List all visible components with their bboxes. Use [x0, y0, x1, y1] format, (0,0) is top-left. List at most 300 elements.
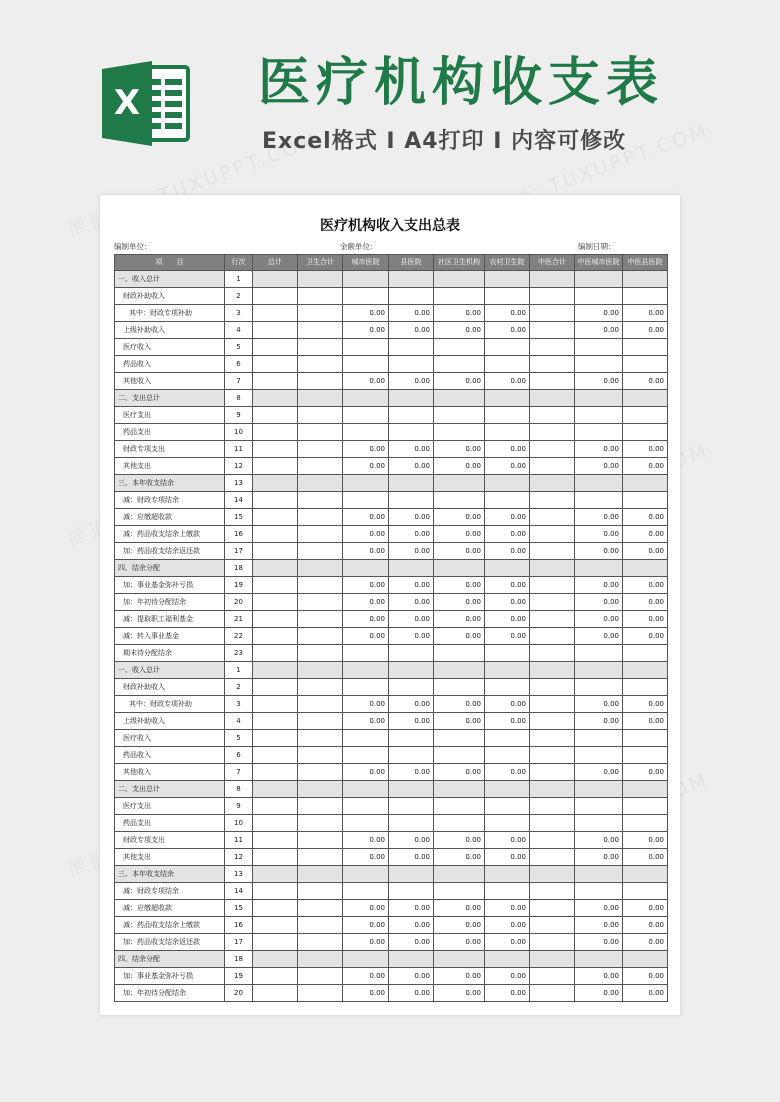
- data-cell[interactable]: [530, 951, 575, 968]
- data-cell[interactable]: [434, 271, 485, 288]
- data-cell[interactable]: 0.00: [623, 543, 668, 560]
- data-cell[interactable]: [298, 883, 343, 900]
- data-cell[interactable]: [434, 407, 485, 424]
- data-cell[interactable]: [530, 815, 575, 832]
- data-cell[interactable]: [298, 526, 343, 543]
- data-cell[interactable]: [389, 730, 434, 747]
- data-cell[interactable]: [530, 305, 575, 322]
- data-cell[interactable]: [389, 492, 434, 509]
- data-cell[interactable]: [485, 560, 530, 577]
- data-cell[interactable]: [530, 543, 575, 560]
- data-cell[interactable]: [623, 951, 668, 968]
- data-cell[interactable]: 0.00: [575, 985, 623, 1002]
- data-cell[interactable]: 0.00: [434, 696, 485, 713]
- data-cell[interactable]: [575, 662, 623, 679]
- data-cell[interactable]: [343, 662, 389, 679]
- data-cell[interactable]: [530, 373, 575, 390]
- data-cell[interactable]: [343, 883, 389, 900]
- data-cell[interactable]: 0.00: [343, 526, 389, 543]
- data-cell[interactable]: [253, 339, 298, 356]
- data-cell[interactable]: [530, 968, 575, 985]
- data-cell[interactable]: [530, 560, 575, 577]
- data-cell[interactable]: [389, 645, 434, 662]
- data-cell[interactable]: [343, 679, 389, 696]
- data-cell[interactable]: [530, 288, 575, 305]
- data-cell[interactable]: [298, 985, 343, 1002]
- data-cell[interactable]: [623, 747, 668, 764]
- data-cell[interactable]: [253, 492, 298, 509]
- data-cell[interactable]: [434, 560, 485, 577]
- data-cell[interactable]: 0.00: [434, 849, 485, 866]
- data-cell[interactable]: 0.00: [343, 628, 389, 645]
- data-cell[interactable]: [298, 390, 343, 407]
- data-cell[interactable]: [434, 339, 485, 356]
- data-cell[interactable]: [298, 798, 343, 815]
- data-cell[interactable]: [530, 849, 575, 866]
- data-cell[interactable]: 0.00: [485, 594, 530, 611]
- data-cell[interactable]: [575, 288, 623, 305]
- data-cell[interactable]: [530, 441, 575, 458]
- data-cell[interactable]: 0.00: [389, 577, 434, 594]
- data-cell[interactable]: [623, 271, 668, 288]
- data-cell[interactable]: 0.00: [389, 458, 434, 475]
- data-cell[interactable]: [575, 730, 623, 747]
- data-cell[interactable]: [530, 917, 575, 934]
- data-cell[interactable]: [298, 866, 343, 883]
- data-cell[interactable]: 0.00: [623, 900, 668, 917]
- data-cell[interactable]: [623, 645, 668, 662]
- data-cell[interactable]: 0.00: [485, 611, 530, 628]
- data-cell[interactable]: 0.00: [389, 509, 434, 526]
- data-cell[interactable]: [530, 883, 575, 900]
- data-cell[interactable]: [253, 271, 298, 288]
- data-cell[interactable]: [343, 798, 389, 815]
- data-cell[interactable]: [389, 424, 434, 441]
- data-cell[interactable]: [485, 339, 530, 356]
- data-cell[interactable]: 0.00: [623, 509, 668, 526]
- data-cell[interactable]: [253, 560, 298, 577]
- data-cell[interactable]: 0.00: [485, 849, 530, 866]
- data-cell[interactable]: [343, 866, 389, 883]
- data-cell[interactable]: 0.00: [389, 526, 434, 543]
- data-cell[interactable]: [575, 339, 623, 356]
- data-cell[interactable]: 0.00: [575, 611, 623, 628]
- data-cell[interactable]: 0.00: [434, 917, 485, 934]
- data-cell[interactable]: [253, 594, 298, 611]
- data-cell[interactable]: [623, 492, 668, 509]
- data-cell[interactable]: 0.00: [575, 322, 623, 339]
- data-cell[interactable]: [530, 628, 575, 645]
- data-cell[interactable]: [253, 985, 298, 1002]
- data-cell[interactable]: [298, 407, 343, 424]
- data-cell[interactable]: [530, 679, 575, 696]
- data-cell[interactable]: [298, 934, 343, 951]
- data-cell[interactable]: [623, 730, 668, 747]
- data-cell[interactable]: 0.00: [343, 985, 389, 1002]
- data-cell[interactable]: 0.00: [623, 628, 668, 645]
- data-cell[interactable]: [575, 390, 623, 407]
- data-cell[interactable]: 0.00: [485, 543, 530, 560]
- data-cell[interactable]: 0.00: [343, 373, 389, 390]
- data-cell[interactable]: 0.00: [343, 917, 389, 934]
- data-cell[interactable]: [530, 662, 575, 679]
- data-cell[interactable]: [389, 560, 434, 577]
- data-cell[interactable]: [298, 713, 343, 730]
- data-cell[interactable]: 0.00: [575, 577, 623, 594]
- data-cell[interactable]: [389, 339, 434, 356]
- data-cell[interactable]: [623, 883, 668, 900]
- data-cell[interactable]: 0.00: [623, 696, 668, 713]
- data-cell[interactable]: [485, 424, 530, 441]
- data-cell[interactable]: 0.00: [389, 849, 434, 866]
- data-cell[interactable]: [343, 288, 389, 305]
- data-cell[interactable]: [530, 458, 575, 475]
- data-cell[interactable]: [434, 662, 485, 679]
- data-cell[interactable]: [253, 849, 298, 866]
- data-cell[interactable]: [298, 594, 343, 611]
- data-cell[interactable]: [575, 798, 623, 815]
- data-cell[interactable]: 0.00: [343, 900, 389, 917]
- data-cell[interactable]: 0.00: [575, 441, 623, 458]
- data-cell[interactable]: 0.00: [485, 509, 530, 526]
- data-cell[interactable]: [434, 390, 485, 407]
- data-cell[interactable]: [253, 730, 298, 747]
- data-cell[interactable]: [298, 441, 343, 458]
- data-cell[interactable]: 0.00: [434, 968, 485, 985]
- data-cell[interactable]: [623, 356, 668, 373]
- data-cell[interactable]: [530, 832, 575, 849]
- data-cell[interactable]: [389, 662, 434, 679]
- data-cell[interactable]: [298, 271, 343, 288]
- data-cell[interactable]: [253, 696, 298, 713]
- data-cell[interactable]: 0.00: [389, 832, 434, 849]
- data-cell[interactable]: [253, 475, 298, 492]
- data-cell[interactable]: 0.00: [485, 441, 530, 458]
- data-cell[interactable]: [343, 560, 389, 577]
- data-cell[interactable]: [298, 781, 343, 798]
- data-cell[interactable]: 0.00: [485, 696, 530, 713]
- data-cell[interactable]: 0.00: [623, 917, 668, 934]
- data-cell[interactable]: [253, 424, 298, 441]
- data-cell[interactable]: 0.00: [389, 696, 434, 713]
- data-cell[interactable]: [485, 475, 530, 492]
- data-cell[interactable]: 0.00: [343, 611, 389, 628]
- data-cell[interactable]: 0.00: [434, 934, 485, 951]
- data-cell[interactable]: [434, 866, 485, 883]
- data-cell[interactable]: 0.00: [575, 628, 623, 645]
- data-cell[interactable]: [485, 271, 530, 288]
- data-cell[interactable]: 0.00: [434, 322, 485, 339]
- data-cell[interactable]: [623, 424, 668, 441]
- data-cell[interactable]: [253, 900, 298, 917]
- data-cell[interactable]: [253, 628, 298, 645]
- data-cell[interactable]: [389, 356, 434, 373]
- data-cell[interactable]: 0.00: [389, 594, 434, 611]
- data-cell[interactable]: [298, 424, 343, 441]
- data-cell[interactable]: [434, 356, 485, 373]
- data-cell[interactable]: 0.00: [389, 713, 434, 730]
- data-cell[interactable]: [298, 951, 343, 968]
- data-cell[interactable]: 0.00: [623, 594, 668, 611]
- data-cell[interactable]: 0.00: [434, 713, 485, 730]
- data-cell[interactable]: [253, 832, 298, 849]
- data-cell[interactable]: [623, 407, 668, 424]
- data-cell[interactable]: [530, 730, 575, 747]
- data-cell[interactable]: [298, 900, 343, 917]
- data-cell[interactable]: [343, 407, 389, 424]
- data-cell[interactable]: [530, 713, 575, 730]
- data-cell[interactable]: [253, 866, 298, 883]
- data-cell[interactable]: [298, 628, 343, 645]
- data-cell[interactable]: [575, 883, 623, 900]
- data-cell[interactable]: [253, 322, 298, 339]
- data-cell[interactable]: [485, 390, 530, 407]
- data-cell[interactable]: [389, 475, 434, 492]
- data-cell[interactable]: 0.00: [485, 373, 530, 390]
- data-cell[interactable]: [253, 934, 298, 951]
- data-cell[interactable]: 0.00: [389, 305, 434, 322]
- data-cell[interactable]: [298, 747, 343, 764]
- data-cell[interactable]: [530, 934, 575, 951]
- data-cell[interactable]: 0.00: [623, 934, 668, 951]
- data-cell[interactable]: [389, 271, 434, 288]
- data-cell[interactable]: [253, 356, 298, 373]
- data-cell[interactable]: 0.00: [343, 849, 389, 866]
- data-cell[interactable]: [623, 560, 668, 577]
- data-cell[interactable]: 0.00: [434, 900, 485, 917]
- data-cell[interactable]: [575, 560, 623, 577]
- data-cell[interactable]: [434, 492, 485, 509]
- data-cell[interactable]: [253, 288, 298, 305]
- data-cell[interactable]: [575, 866, 623, 883]
- data-cell[interactable]: 0.00: [434, 577, 485, 594]
- data-cell[interactable]: [298, 730, 343, 747]
- data-cell[interactable]: [434, 747, 485, 764]
- data-cell[interactable]: 0.00: [343, 305, 389, 322]
- data-cell[interactable]: [298, 475, 343, 492]
- data-cell[interactable]: [434, 951, 485, 968]
- data-cell[interactable]: [485, 815, 530, 832]
- data-cell[interactable]: 0.00: [623, 713, 668, 730]
- data-cell[interactable]: 0.00: [485, 713, 530, 730]
- data-cell[interactable]: 0.00: [485, 832, 530, 849]
- data-cell[interactable]: [298, 968, 343, 985]
- data-cell[interactable]: [298, 662, 343, 679]
- data-cell[interactable]: [343, 645, 389, 662]
- data-cell[interactable]: [434, 781, 485, 798]
- data-cell[interactable]: [298, 288, 343, 305]
- data-cell[interactable]: 0.00: [434, 509, 485, 526]
- data-cell[interactable]: [575, 424, 623, 441]
- data-cell[interactable]: [530, 356, 575, 373]
- data-cell[interactable]: [530, 509, 575, 526]
- data-cell[interactable]: [575, 951, 623, 968]
- data-cell[interactable]: [530, 577, 575, 594]
- data-cell[interactable]: [343, 475, 389, 492]
- data-cell[interactable]: [530, 781, 575, 798]
- data-cell[interactable]: 0.00: [575, 900, 623, 917]
- data-cell[interactable]: [253, 509, 298, 526]
- data-cell[interactable]: 0.00: [575, 713, 623, 730]
- data-cell[interactable]: [575, 645, 623, 662]
- data-cell[interactable]: [389, 866, 434, 883]
- data-cell[interactable]: 0.00: [575, 696, 623, 713]
- data-cell[interactable]: [530, 764, 575, 781]
- data-cell[interactable]: [343, 424, 389, 441]
- data-cell[interactable]: [298, 611, 343, 628]
- data-cell[interactable]: 0.00: [343, 764, 389, 781]
- data-cell[interactable]: 0.00: [389, 611, 434, 628]
- data-cell[interactable]: [434, 815, 485, 832]
- data-cell[interactable]: [530, 526, 575, 543]
- data-cell[interactable]: [623, 679, 668, 696]
- data-cell[interactable]: [623, 798, 668, 815]
- data-cell[interactable]: [343, 271, 389, 288]
- data-cell[interactable]: 0.00: [575, 968, 623, 985]
- data-cell[interactable]: 0.00: [389, 985, 434, 1002]
- data-cell[interactable]: [530, 696, 575, 713]
- data-cell[interactable]: 0.00: [575, 594, 623, 611]
- data-cell[interactable]: [575, 781, 623, 798]
- data-cell[interactable]: 0.00: [343, 543, 389, 560]
- data-cell[interactable]: [530, 866, 575, 883]
- data-cell[interactable]: [298, 492, 343, 509]
- data-cell[interactable]: [298, 645, 343, 662]
- data-cell[interactable]: [434, 679, 485, 696]
- data-cell[interactable]: 0.00: [485, 985, 530, 1002]
- data-cell[interactable]: [298, 679, 343, 696]
- data-cell[interactable]: [530, 271, 575, 288]
- data-cell[interactable]: [434, 475, 485, 492]
- data-cell[interactable]: [298, 356, 343, 373]
- data-cell[interactable]: 0.00: [389, 764, 434, 781]
- data-cell[interactable]: [530, 594, 575, 611]
- data-cell[interactable]: 0.00: [434, 832, 485, 849]
- data-cell[interactable]: [253, 968, 298, 985]
- data-cell[interactable]: [389, 781, 434, 798]
- data-cell[interactable]: 0.00: [485, 577, 530, 594]
- data-cell[interactable]: [485, 866, 530, 883]
- data-cell[interactable]: 0.00: [389, 628, 434, 645]
- data-cell[interactable]: [253, 543, 298, 560]
- data-cell[interactable]: 0.00: [575, 509, 623, 526]
- data-cell[interactable]: [623, 390, 668, 407]
- data-cell[interactable]: [343, 730, 389, 747]
- data-cell[interactable]: 0.00: [485, 526, 530, 543]
- data-cell[interactable]: [485, 356, 530, 373]
- data-cell[interactable]: [389, 679, 434, 696]
- data-cell[interactable]: [623, 288, 668, 305]
- data-cell[interactable]: 0.00: [389, 543, 434, 560]
- data-cell[interactable]: [253, 764, 298, 781]
- data-cell[interactable]: [298, 764, 343, 781]
- data-cell[interactable]: [343, 815, 389, 832]
- data-cell[interactable]: [253, 373, 298, 390]
- data-cell[interactable]: [434, 288, 485, 305]
- data-cell[interactable]: 0.00: [485, 458, 530, 475]
- data-cell[interactable]: [485, 288, 530, 305]
- data-cell[interactable]: [389, 390, 434, 407]
- data-cell[interactable]: [298, 322, 343, 339]
- data-cell[interactable]: [530, 424, 575, 441]
- data-cell[interactable]: [623, 815, 668, 832]
- data-cell[interactable]: 0.00: [343, 322, 389, 339]
- data-cell[interactable]: [389, 288, 434, 305]
- data-cell[interactable]: [389, 951, 434, 968]
- data-cell[interactable]: 0.00: [343, 934, 389, 951]
- data-cell[interactable]: 0.00: [434, 611, 485, 628]
- data-cell[interactable]: [253, 407, 298, 424]
- data-cell[interactable]: [485, 407, 530, 424]
- data-cell[interactable]: [253, 815, 298, 832]
- data-cell[interactable]: [253, 526, 298, 543]
- data-cell[interactable]: [343, 492, 389, 509]
- data-cell[interactable]: [253, 662, 298, 679]
- data-cell[interactable]: [575, 475, 623, 492]
- data-cell[interactable]: [343, 951, 389, 968]
- data-cell[interactable]: [485, 747, 530, 764]
- data-cell[interactable]: 0.00: [434, 764, 485, 781]
- data-cell[interactable]: [253, 458, 298, 475]
- data-cell[interactable]: 0.00: [343, 577, 389, 594]
- data-cell[interactable]: [623, 866, 668, 883]
- data-cell[interactable]: [253, 679, 298, 696]
- data-cell[interactable]: [530, 798, 575, 815]
- data-cell[interactable]: 0.00: [389, 373, 434, 390]
- data-cell[interactable]: [298, 373, 343, 390]
- data-cell[interactable]: [623, 781, 668, 798]
- data-cell[interactable]: [343, 390, 389, 407]
- data-cell[interactable]: 0.00: [389, 441, 434, 458]
- data-cell[interactable]: [485, 951, 530, 968]
- data-cell[interactable]: [298, 849, 343, 866]
- data-cell[interactable]: [298, 815, 343, 832]
- data-cell[interactable]: [434, 645, 485, 662]
- data-cell[interactable]: [575, 271, 623, 288]
- data-cell[interactable]: [389, 883, 434, 900]
- data-cell[interactable]: [298, 543, 343, 560]
- data-cell[interactable]: 0.00: [623, 373, 668, 390]
- data-cell[interactable]: [530, 611, 575, 628]
- data-cell[interactable]: 0.00: [623, 832, 668, 849]
- data-cell[interactable]: 0.00: [434, 985, 485, 1002]
- data-cell[interactable]: [575, 815, 623, 832]
- data-cell[interactable]: [434, 798, 485, 815]
- data-cell[interactable]: 0.00: [485, 628, 530, 645]
- data-cell[interactable]: 0.00: [623, 305, 668, 322]
- data-cell[interactable]: [253, 713, 298, 730]
- data-cell[interactable]: 0.00: [343, 696, 389, 713]
- data-cell[interactable]: [298, 696, 343, 713]
- data-cell[interactable]: 0.00: [623, 526, 668, 543]
- data-cell[interactable]: [434, 883, 485, 900]
- data-cell[interactable]: 0.00: [434, 526, 485, 543]
- data-cell[interactable]: 0.00: [389, 900, 434, 917]
- data-cell[interactable]: 0.00: [389, 934, 434, 951]
- data-cell[interactable]: 0.00: [575, 526, 623, 543]
- data-cell[interactable]: 0.00: [623, 458, 668, 475]
- data-cell[interactable]: [623, 339, 668, 356]
- data-cell[interactable]: [389, 407, 434, 424]
- data-cell[interactable]: [575, 679, 623, 696]
- data-cell[interactable]: 0.00: [575, 832, 623, 849]
- data-cell[interactable]: 0.00: [623, 611, 668, 628]
- data-cell[interactable]: 0.00: [575, 917, 623, 934]
- data-cell[interactable]: 0.00: [434, 543, 485, 560]
- data-cell[interactable]: [623, 475, 668, 492]
- data-cell[interactable]: 0.00: [485, 305, 530, 322]
- data-cell[interactable]: [530, 492, 575, 509]
